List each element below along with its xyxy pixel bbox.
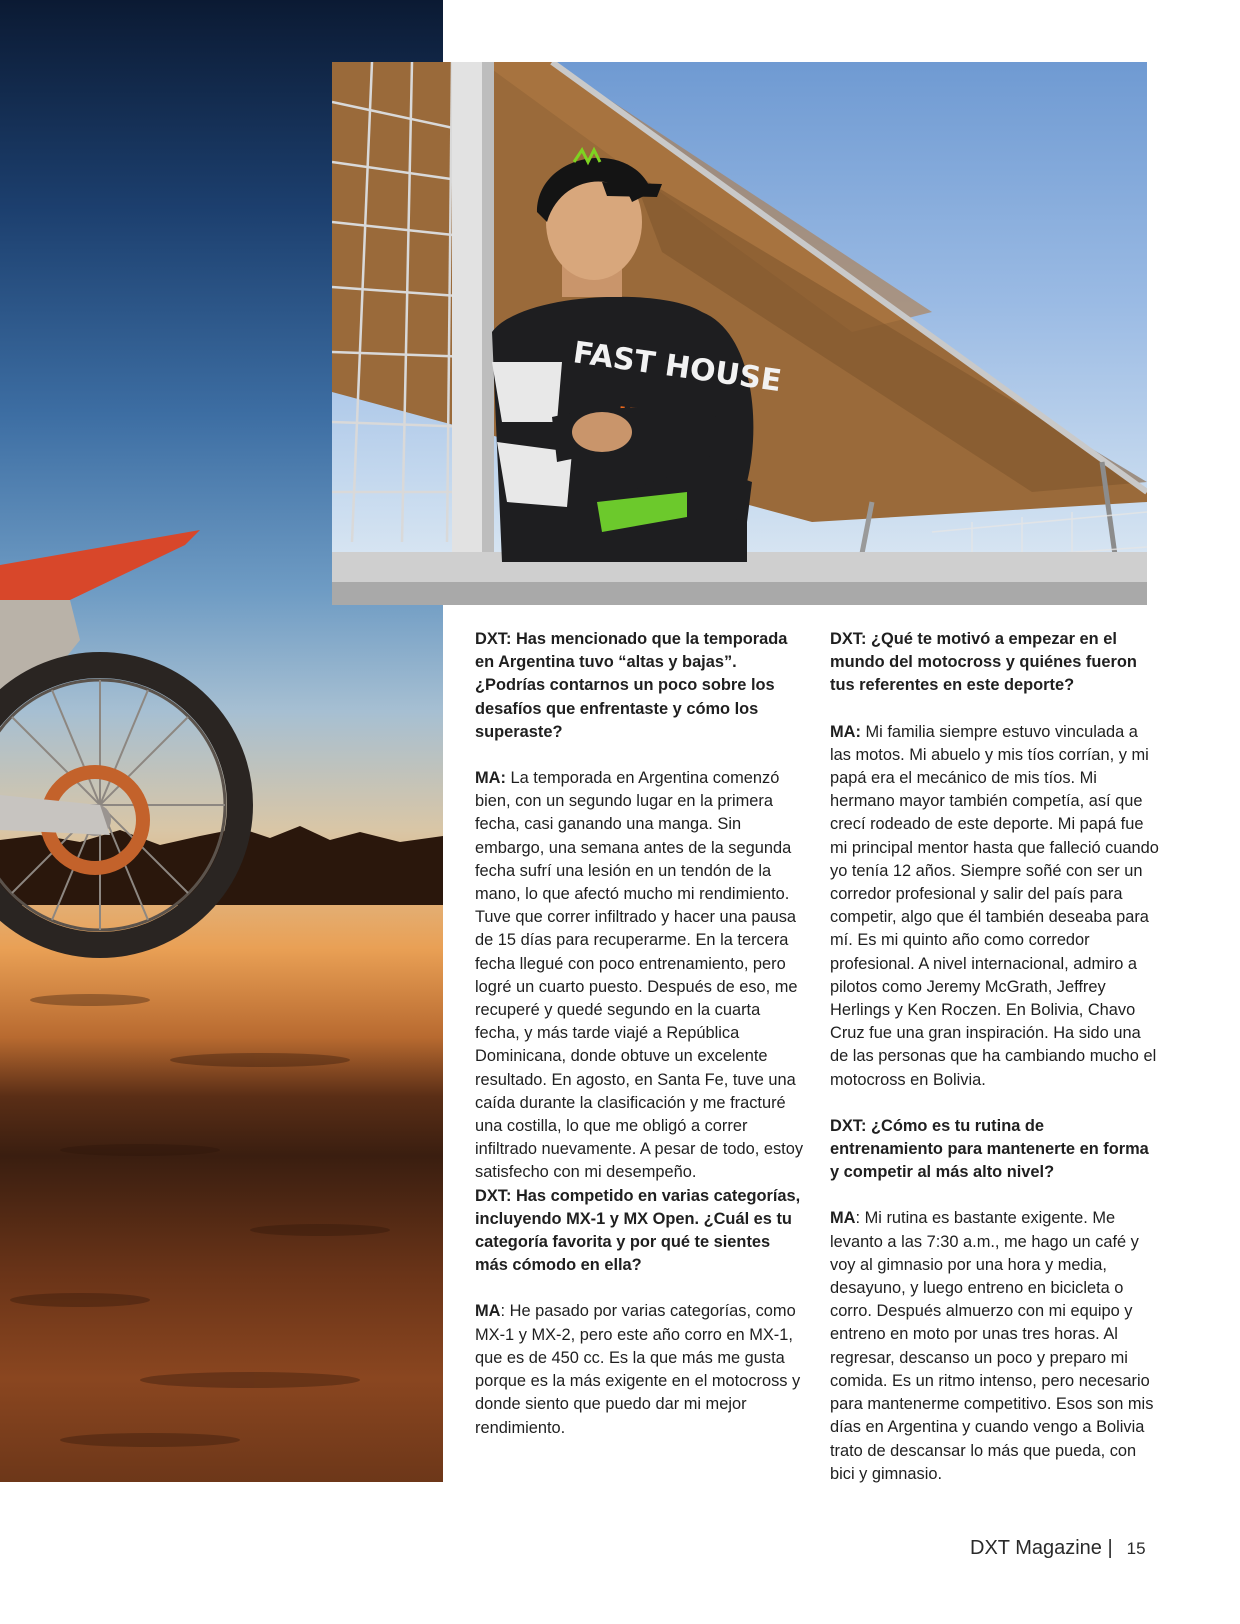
article-column-right: [830, 628, 1160, 1486]
question-3: DXT: ¿Qué te motivó a empezar en el mundo del motocross y quiénes fueron tus referentes en este deporte?: [830, 630, 1137, 695]
answer-1: [475, 767, 805, 1185]
answer-3: [830, 721, 1160, 1092]
question-1: DXT: Has mencionado que la temporada en Argentina tuvo “altas y bajas”. ¿Podrías contarnos un poco sobre los desafíos que enfrentaste y cómo los superaste?: [475, 630, 788, 741]
page-footer: [970, 1537, 1170, 1560]
answer-2-speaker: MA: [475, 1302, 501, 1321]
answer-2-text: : He pasado por varias categorías, como MX-1 y MX-2, pero este año corro en MX-1, que es de 450 cc. Es la que más me gusta porque es la más exigente en el motocross y donde siento que puedo dar mi mejor rendimiento.: [475, 1302, 801, 1437]
question-4: DXT: ¿Cómo es tu rutina de entrenamiento para mantenerte en forma y competir al más alto nivel?: [830, 1116, 1149, 1182]
answer-1-text: La temporada en Argentina comenzó bien, con un segundo lugar en la primera fecha, casi ganando una manga. Sin embargo, una semana antes de la segunda fecha sufrí una lesión en un tendón de la mano, lo que afectó mucho mi rendimiento. Tuve que correr infiltrado y hacer una pausa de 15 días para recuperarme. En la tercera fecha llegué con poco entrenamiento, pero logré un cuarto puesto. Después de eso, me recuperé y quedé segundo en la cuarta fecha, y más tarde viajé a República Dominicana, donde obtuve un excelente resultado. En agosto, en Santa Fe, tuve una caída durante la clasificación y me fracturé una costilla, lo que me obligó a correr infiltrado nuevamente. A pesar de todo, estoy satisfecho con mi desempeño.: [475, 769, 804, 1182]
answer-4-text: : Mi rutina es bastante exigente. Me levanto a las 7:30 a.m., me hago un café y voy al gimnasio por una hora y media, desayuno, y luego entreno en bicicleta o corro. Después almuerzo con mi equipo y entreno en moto por unas tres horas. Al regresar, descanso un poco y preparo mi comida. Es un ritmo intenso, pero necesario para mantenerme competitivo. Esos son mis días en Argentina y cuando vengo a Bolivia trato de descansar lo más que pueda, con bici y gimnasio.: [830, 1209, 1154, 1483]
jersey-text: FAST HOUSE: [570, 335, 784, 400]
rider-portrait-photo: [332, 62, 1147, 605]
answer-1-speaker: MA:: [475, 769, 506, 788]
question-2: DXT: Has competido en varias categorías, incluyendo MX-1 y MX Open. ¿Cuál es tu categoría favorita y por qué te sientes más cómodo en ella?: [475, 1186, 801, 1275]
answer-3-text: Mi familia siempre estuvo vinculada a las motos. Mi abuelo y mis tíos corrían, y mi papá era el mecánico de mis tíos. Mi hermano mayor también competía, así que crecí rodeado de este deporte. Mi papá fue mi principal mentor hasta que falleció cuando yo tenía 12 años. Siempre soñé con ser un corredor profesional y salir del país para competir, algo que él también deseaba para mí. Es mi quinto año como corredor profesional. A nivel internacional, admiro a pilotos como Jeremy McGrath, Jeffrey Herlings y Ken Roczen. En Bolivia, Chavo Cruz fue una gran inspiración. Ha sido una de las personas que ha cambiando mucho el motocross en Bolivia.: [830, 722, 1159, 1089]
answer-4: [830, 1207, 1160, 1485]
answer-3-speaker: MA:: [830, 722, 861, 741]
answer-2: [475, 1300, 805, 1439]
magazine-name: DXT Magazine |: [970, 1537, 1113, 1559]
article-column-left: [475, 628, 805, 1440]
answer-4-speaker: MA: [830, 1209, 856, 1228]
page-number: 15: [1126, 1539, 1146, 1558]
